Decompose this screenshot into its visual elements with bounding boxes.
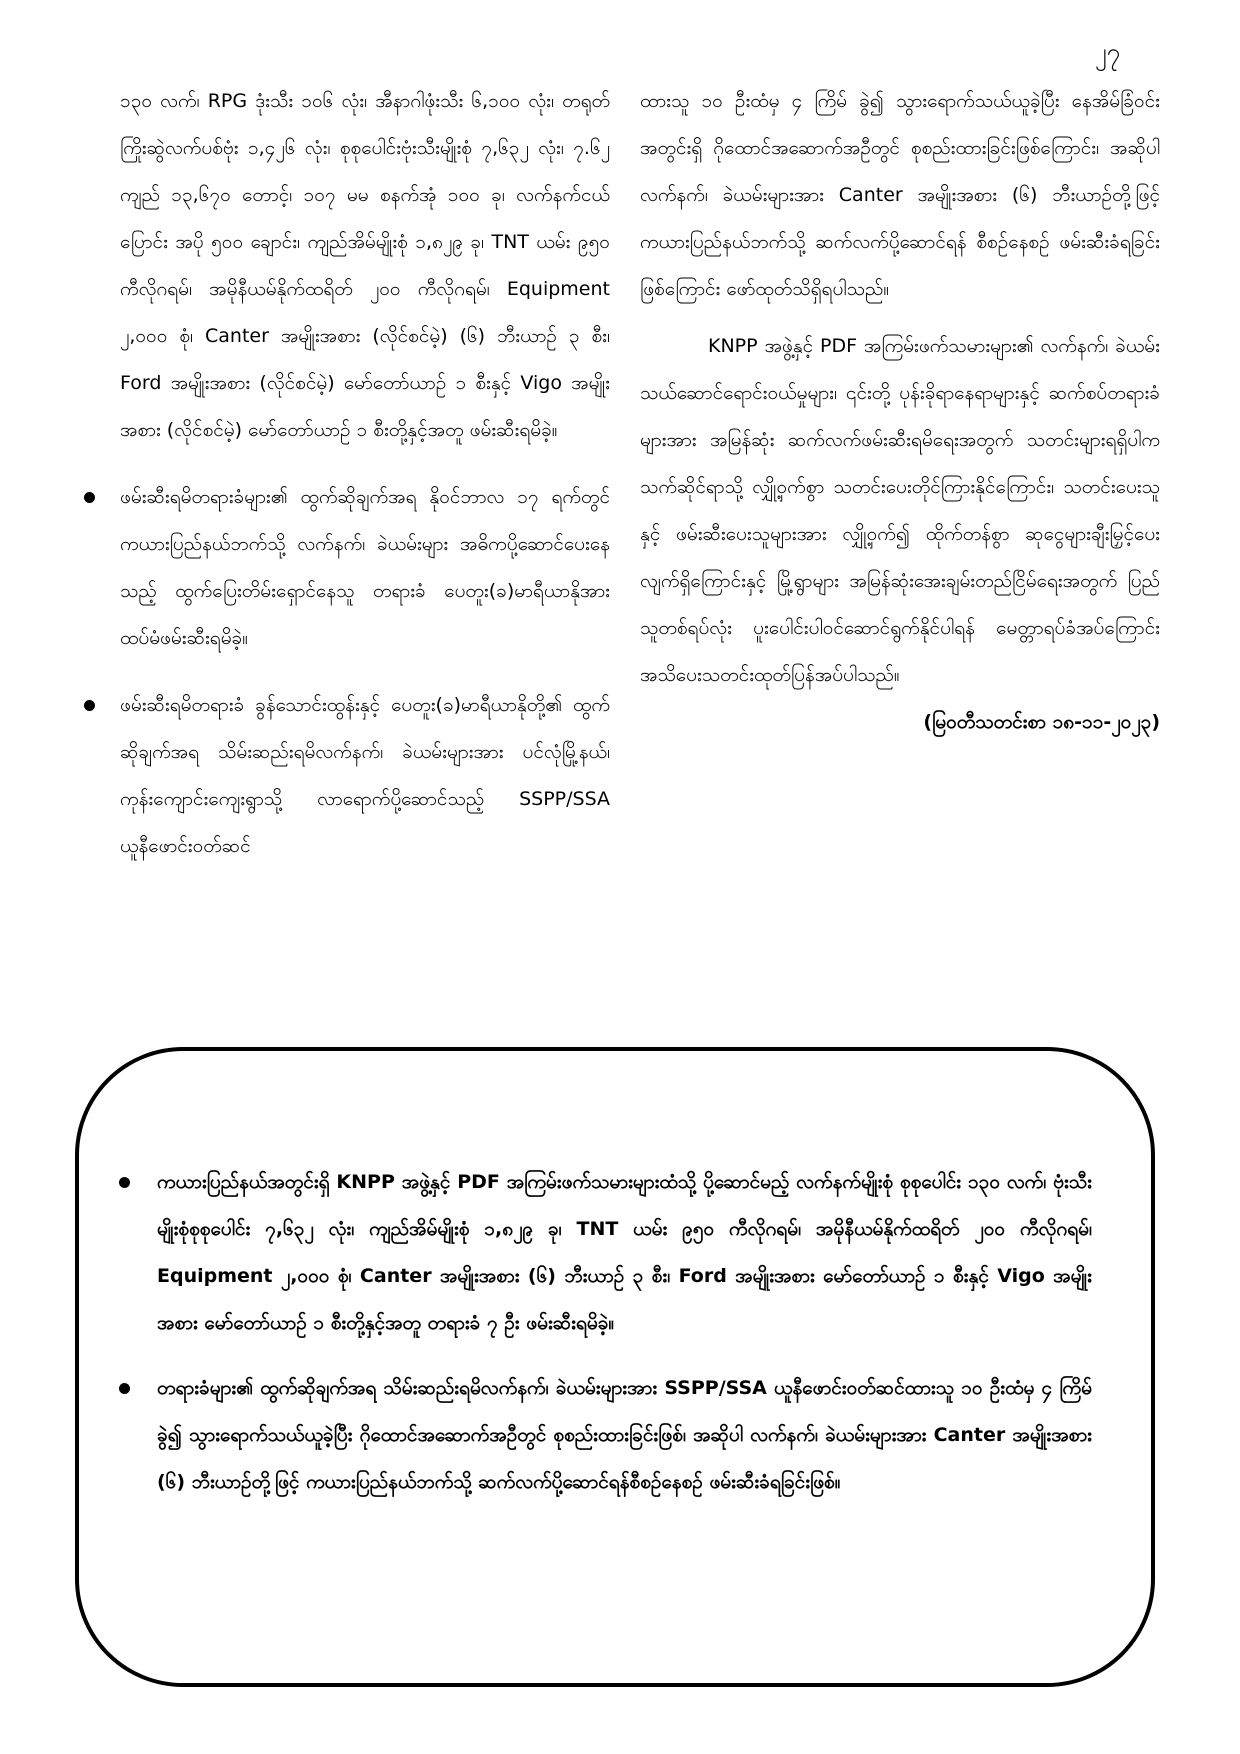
summary-list [157,1159,1092,1524]
summary-text: ကယားပြည်နယ်အတွင်းရှိ KNPP အဖွဲ့နှင့် PDF အကြမ်းဖက်သမားများထံသို့ ပို့ဆောင်မည့် လက်နက်မျိုးစုံ စုစုပေါင်း ၁၃၀ လက်၊ ဗုံးသီးမျိုးစုံစုစုပေါင်း ၇,၆၃၂ လုံး၊ ကျည်အိမ်မျိုးစုံ ၁,၈၂၉ ခု၊ TNT ယမ်း ၉၅၀ ကီလိုဂရမ်၊ အမိုနီယမ်နိုက်ထရိတ် ၂၀၀ ကီလိုဂရမ်၊ Equipment ၂,၀၀၀ စုံ၊ Canter အမျိုးအစား (၆) ဘီးယာဉ် ၃ စီး၊ Ford အမျိုးအစား မော်တော်ယာဉ် ၁ စီးနှင့် Vigo အမျိုးအစား မော်တော်ယာဉ် ၁ စီးတို့နှင့်အတူ တရားခံ ၇ ဦး ဖမ်းဆီးရမိခဲ့။ [157,1171,1092,1334]
arms-seizure-paragraph: ၁၃၀ လက်၊ RPG ဒုံးသီး ၁၀၆ လုံး၊ အီနာဂါဖုံးသီး ၆,၁၀၀ လုံး၊ တရုတ်ကြိုးဆွဲလက်ပစ်ဗုံး ၁,၄၂၆ လုံး၊ စုစုပေါင်းဗုံးသီးမျိုးစုံ ၇,၆၃၂ လုံး၊ ၇.၆၂ ကျည် ၁၃,၆၇၀ တောင့်၊ ၁၀၇ မမ စနက်အုံ ၁၀၀ ခု၊ လက်နက်ငယ်ပြောင်း အပို ၅၀၀ ချောင်း၊ ကျည်အိမ်မျိုးစုံ ၁,၈၂၉ ခု၊ TNT ယမ်း ၉၅၀ ကီလိုဂရမ်၊ အမိုနီယမ်နိုက်ထရိတ် ၂၀၀ ကီလိုဂရမ်၊ Equipment ၂,၀၀၀ စုံ၊ Canter အမျိုးအစား (လိုင်စင်မဲ့) (၆) ဘီးယာဉ် ၃ စီး၊ Ford အမျိုးအစား (လိုင်စင်မဲ့) မော်တော်ယာဉ် ၁ စီးနှင့် Vigo အမျိုးအစား (လိုင်စင်မဲ့) မော်တော်ယာဉ် ၁ စီးတို့နှင့်အတူ ဖမ်းဆီးရမိခဲ့။ [120,90,610,441]
page-number: ၂၇ [1094,38,1120,66]
news-source: (မြဝတီသတင်းစာ ၁၈-၁၁-၂၀၂၃) [923,711,1160,733]
list-item [157,1365,1092,1506]
list-item [157,1159,1092,1347]
list-item [120,682,610,870]
bullet-text: ဖမ်းဆီးရမိတရားခံ ခွန်သောင်းထွန်းနှင့် ပေတူး(ခ)မာရီယာနိုတို့၏ ထွက်ဆိုချက်အရ သိမ်းဆည်းရမိလက်နက်၊ ခဲယမ်းများအား ပင်လုံမြို့နယ်၊ ကုန်းကျောင်းကျေးရွာသို့ လာရောက်ပို့ဆောင်သည့် SSPP/SSA ယူနီဖောင်းဝတ်ဆင် [120,694,610,857]
continuation-paragraph: ထားသူ ၁၀ ဦးထံမှ ၄ ကြိမ် ခွဲ၍ သွားရောက်သယ်ယူခဲ့ပြီး နေအိမ်ခြံဝင်းအတွင်းရှိ ဂိုထောင်အဆောက်အဦတွင် စုစည်းထားခြင်းဖြစ်ကြောင်း၊ အဆိုပါ လက်နက်၊ ခဲယမ်းများအား Canter အမျိုးအစား (၆) ဘီးယာဉ်တို့ဖြင့် ကယားပြည်နယ်ဘက်သို့ ဆက်လက်ပို့ဆောင်ရန် စီစဉ်နေစဉ် ဖမ်းဆီးခံရခြင်းဖြစ်ကြောင်း ဖော်ထုတ်သိရှိရပါသည်။ [640,90,1160,300]
bullet-icon [119,1177,130,1188]
left-column [120,78,610,870]
list-item [120,474,610,662]
left-bullet-list [120,474,610,870]
right-column [640,78,1160,746]
bullet-icon [119,1383,130,1394]
bullet-icon [84,492,95,503]
summary-text: တရားခံများ၏ ထွက်ဆိုချက်အရ သိမ်းဆည်းရမိလက်နက်၊ ခဲယမ်းများအား SSPP/SSA ယူနီဖောင်းဝတ်ဆင်ထားသူ ၁၀ ဦးထံမှ ၄ ကြိမ်ခွဲ၍ သွားရောက်သယ်ယူခဲ့ပြီး ဂိုထောင်အဆောက်အဦတွင် စုစည်းထားခြင်းဖြစ်၊ အဆိုပါ လက်နက်၊ ခဲယမ်းများအား Canter အမျိုးအစား (၆) ဘီးယာဉ်တို့ဖြင့် ကယားပြည်နယ်ဘက်သို့ ဆက်လက်ပို့ဆောင်ရန်စီစဉ်နေစဉ် ဖမ်းဆီးခံရခြင်းဖြစ်။ [157,1377,1092,1493]
bullet-text: ဖမ်းဆီးရမိတရားခံများ၏ ထွက်ဆိုချက်အရ နိုဝင်ဘာလ ၁၇ ရက်တွင် ကယားပြည်နယ်ဘက်သို့ လက်နက်၊ ခဲယမ်းများ အဓိကပို့ဆောင်ပေးနေသည့် ထွက်ပြေးတိမ်းရှောင်နေသူ တရားခံ ပေတူး(ခ)မာရီယာနိုအား ထပ်မံဖမ်းဆီးရမိခဲ့။ [120,486,610,649]
summary-box [75,1047,1155,1687]
bullet-icon [84,700,95,711]
appeal-paragraph: KNPP အဖွဲ့နှင့် PDF အကြမ်းဖက်သမားများ၏ လက်နက်၊ ခဲယမ်း သယ်ဆောင်ရောင်းဝယ်မှုများ၊ ၎င်းတို့ ပုန်းခိုရာနေရာများနှင့် ဆက်စပ်တရားခံများအား အမြန်ဆုံး ဆက်လက်ဖမ်းဆီးရမိရေးအတွက် သတင်းများရရှိပါက သက်ဆိုင်ရာသို့ လျှို့ဝှက်စွာ သတင်းပေးတိုင်ကြားနိုင်ကြောင်း၊ သတင်းပေးသူနှင့် ဖမ်းဆီးပေးသူများအား လျှို့ဝှက်၍ ထိုက်တန်စွာ ဆုငွေများချီးမြှင့်ပေးလျက်ရှိကြောင်းနှင့် မြို့ရွာများ အမြန်ဆုံးအေးချမ်းတည်ငြိမ်ရေးအတွက် ပြည်သူတစ်ရပ်လုံး ပူးပေါင်းပါဝင်ဆောင်ရွက်နိုင်ပါရန် မေတ္တာရပ်ခံအပ်ကြောင်း အသိပေးသတင်းထုတ်ပြန်အပ်ပါသည်။ [640,335,1160,686]
